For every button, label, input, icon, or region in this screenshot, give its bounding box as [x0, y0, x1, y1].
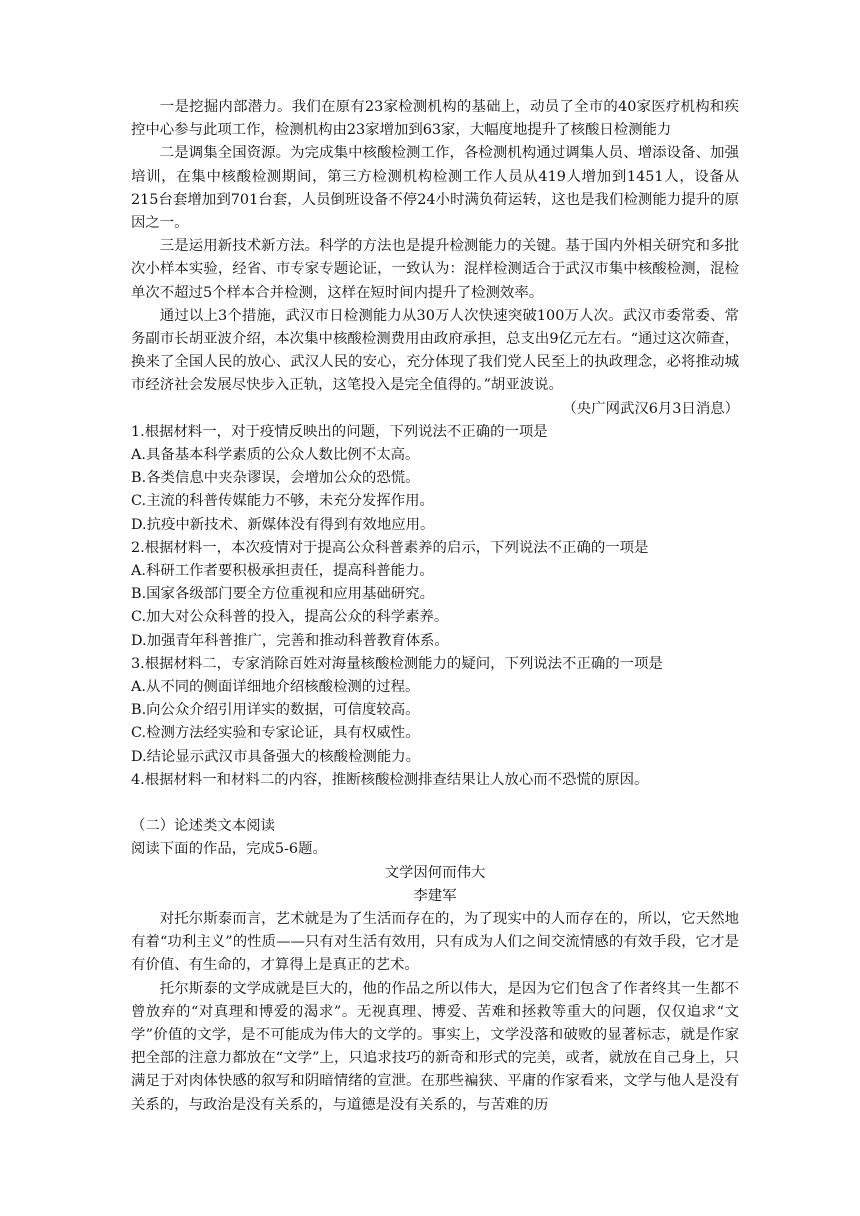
material-paragraph-2: 二是调集全国资源。为完成集中核酸检测工作，各检测机构通过调集人员、增添设备、加强培训，在集中核酸检测期间，第三方检测机构检测工作人员从419人增加到1451人，设备从215台套增加到701台套，人员倒班设备不停24小时满负荷运转，这也是我们检测能力提升的原因之一。	[131, 145, 739, 232]
question-option: C.检测方法经实验和专家论证，具有权威性。	[131, 725, 420, 742]
question-option: A.具备基本科学素质的公众人数比例不太高。	[131, 447, 420, 464]
material-paragraph-1: 一是挖掘内部潜力。我们在原有23家检测机构的基础上，动员了全市的40家医疗机构和疾控中心参与此项工作，检测机构由23家增加到63家，大幅度地提升了核酸日检测能力	[131, 99, 739, 139]
section-heading: （二）论述类文本阅读	[131, 818, 275, 835]
material-paragraph-3: 三是运用新技术新方法。科学的方法也是提升检测能力的关键。基于国内外相关研究和多批次小样本实验，经省、市专家专题论证，一致认为：混样检测适合于武汉市集中核酸检测，混检单次不超过5个样本合并检测，这样在短时间内提升了检测效率。	[131, 238, 739, 301]
question-option: A.从不同的侧面详细地介绍核酸检测的过程。	[131, 679, 420, 696]
question-stem: 2.根据材料一，本次疫情对于提高公众科普素养的启示，下列说法不正确的一项是	[131, 539, 649, 556]
material-source: （央广网武汉6月3日消息）	[562, 400, 739, 417]
section-instruction: 阅读下面的作品，完成5-6题。	[131, 841, 327, 858]
question-stem: 3.根据材料二，专家消除百姓对海量核酸检测能力的疑问，下列说法不正确的一项是	[131, 655, 663, 672]
question-option: D.结论显示武汉市具备强大的核酸检测能力。	[131, 748, 421, 765]
article-author: 李建军	[413, 887, 457, 904]
question-option: D.加强青年科普推广，完善和推动科普教育体系。	[131, 632, 449, 649]
document-body	[131, 96, 739, 1117]
question-option: C.主流的科普传媒能力不够，未充分发挥作用。	[131, 493, 434, 510]
section-spacer	[131, 792, 739, 815]
question-option: D.抗疫中新技术、新媒体没有得到有效地应用。	[131, 516, 435, 533]
question-option: B.国家各级部门要全方位重视和应用基础研究。	[131, 586, 434, 603]
question-option: B.各类信息中夹杂谬误，会增加公众的恐慌。	[131, 470, 420, 487]
question-option: C.加大对公众科普的投入，提高公众的科学素养。	[131, 609, 449, 626]
article-title: 文学因何而伟大	[384, 864, 486, 881]
article-paragraph-2: 托尔斯泰的文学成就是巨大的，他的作品之所以伟大，是因为它们包含了作者终其一生都不曾放弃的“对真理和博爱的渴求”。无视真理、博爱、苦难和拯救等重大的问题，仅仅追求“文学”价值的文学，是不可能成为伟大的文学的。事实上，文学没落和破败的显著标志，就是作家把全部的注意力都放在“文学”上，只追求技巧的新奇和形式的完美，或者，就放在自己身上，只满足于对肉体快感的叙写和阴暗情绪的宣泄。在那些褊狭、平庸的作家看来，文学与他人是没有关系的，与政治是没有关系的，与道德是没有关系的，与苦难的历	[131, 980, 739, 1113]
question-stem: 1.根据材料一，对于疫情反映出的问题，下列说法不正确的一项是	[131, 423, 548, 440]
material-paragraph-4: 通过以上3个措施，武汉市日检测能力从30万人次快速突破100万人次。武汉市委常委、常务副市长胡亚波介绍，本次集中核酸检测费用由政府承担，总支出9亿元左右。“通过这次筛查，换来了全国人民的放心、武汉人民的安心，充分体现了我们党人民至上的执政理念，必将推动城市经济社会发展尽快步入正轨，这笔投入是完全值得的。”胡亚波说。	[131, 307, 739, 394]
question-stem: 4.根据材料一和材料二的内容，推断核酸检测排查结果让人放心而不恐慌的原因。	[131, 771, 649, 788]
question-option: A.科研工作者要积极承担责任，提高科普能力。	[131, 563, 434, 580]
article-paragraph-1: 对托尔斯泰而言，艺术就是为了生活而存在的，为了现实中的人而存在的，所以，它天然地有着“功利主义”的性质——只有对生活有效用，只有成为人们之间交流情感的有效手段，它才是有价值、有生命的，才算得上是真正的艺术。	[131, 910, 739, 974]
question-option: B.向公众介绍引用详实的数据，可信度较高。	[131, 702, 420, 719]
